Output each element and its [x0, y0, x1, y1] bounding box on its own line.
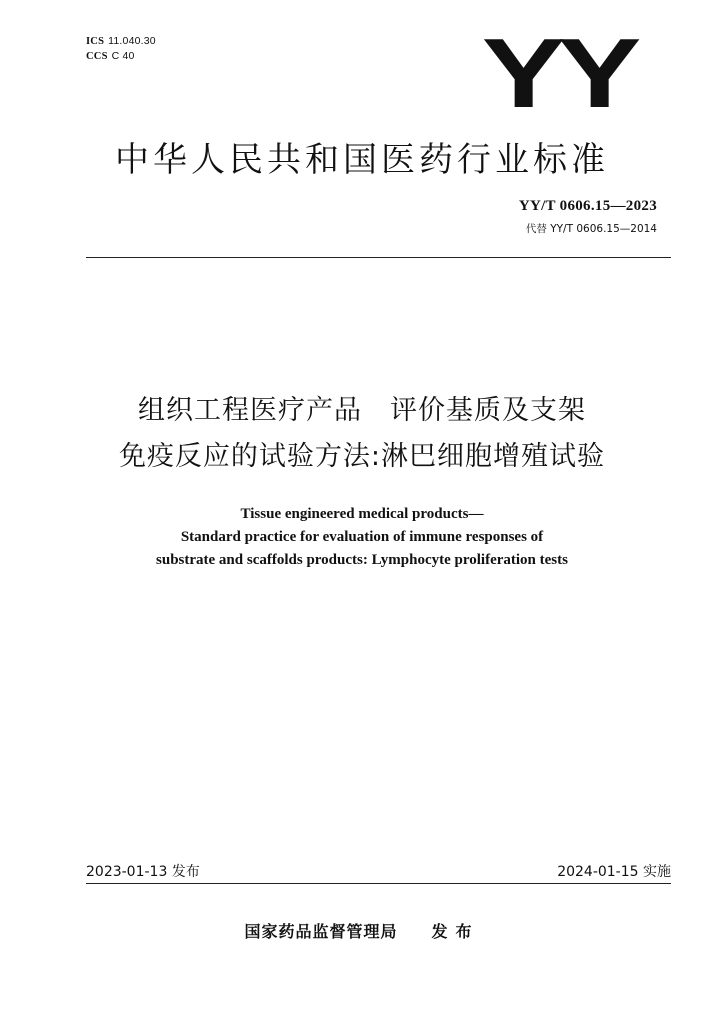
ics-label: ICS [86, 36, 105, 47]
standard-number: YY/T 0606.15—2023 [518, 198, 657, 214]
yy-logo: YY [482, 18, 634, 128]
english-title [0, 503, 724, 572]
chinese-title-line-2: 免疫反应的试验方法:淋巴细胞增殖试验 [118, 441, 606, 472]
publisher-name: 国家药品监督管理局 [244, 922, 398, 941]
issue-date: 2023-01-13 发布 [86, 864, 200, 880]
publisher-action: 发布 [431, 922, 480, 941]
english-title-line-3: substrate and scaffolds products: Lymphocyte proliferation tests [156, 552, 568, 568]
english-title-line-1: Tissue engineered medical products— [240, 506, 484, 522]
classification-codes [86, 34, 156, 64]
chinese-title [0, 388, 724, 480]
organization-title: 中华人民共和国医药行业标准 [115, 140, 609, 180]
replaces-standard: 代替 YY/T 0606.15—2014 [525, 223, 657, 235]
bottom-divider [86, 883, 671, 884]
ics-row [86, 34, 156, 49]
publisher-line [0, 919, 724, 942]
top-divider [86, 257, 671, 258]
ccs-row [86, 49, 156, 64]
english-title-line-2: Standard practice for evaluation of immune responses of [180, 529, 544, 545]
ics-code: 11.040.30 [108, 35, 156, 47]
ccs-label: CCS [86, 51, 108, 62]
ccs-code: C 40 [111, 50, 135, 62]
implementation-date: 2024-01-15 实施 [557, 864, 671, 880]
chinese-title-line-1: 组织工程医疗产品 评价基质及支架 [138, 395, 586, 426]
